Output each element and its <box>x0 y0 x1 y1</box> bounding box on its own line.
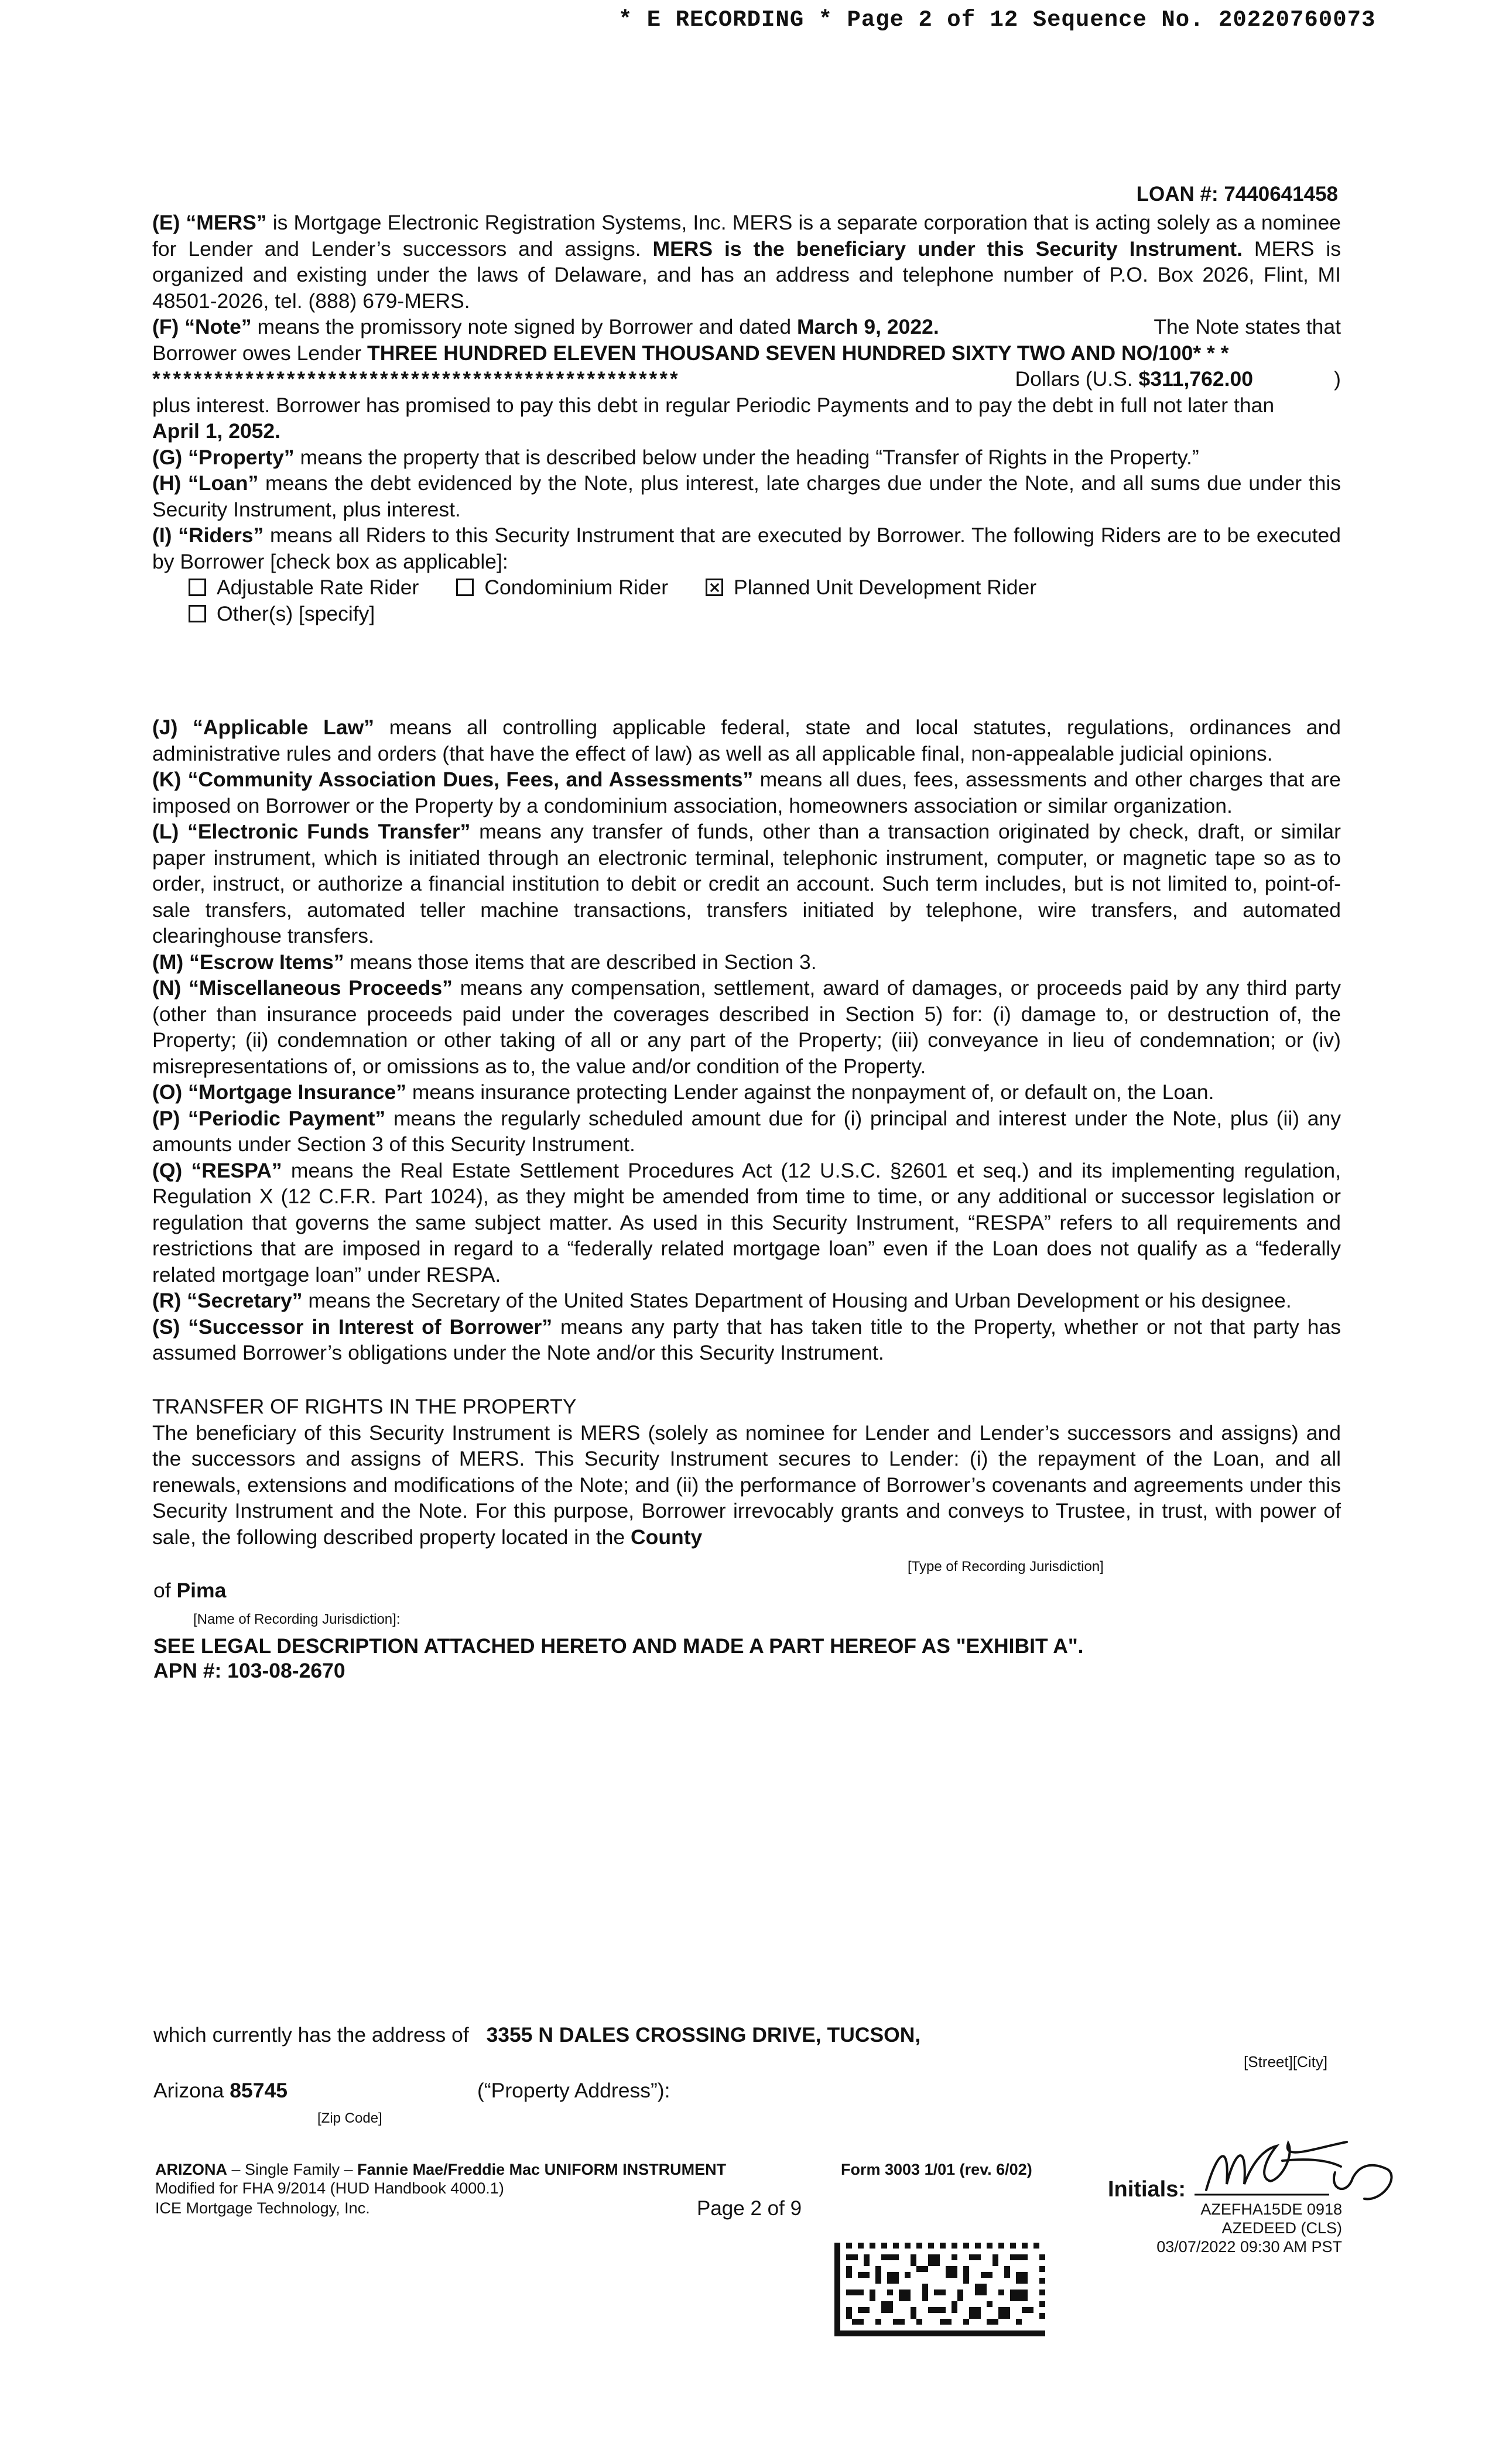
section-f-line4 <box>152 392 1341 419</box>
section-text: means the regularly scheduled amount due for (i) principal and interest under the Note, plus (ii) any amounts under Section 3 of this Security Instrument. <box>152 1106 1341 1156</box>
section-term: “Applicable Law” <box>193 716 374 739</box>
section-letter: (Q) <box>152 1158 183 1182</box>
definitions-part-2 <box>152 714 1341 1366</box>
dollars-text: Dollars (U.S. <box>1015 367 1139 391</box>
transfer-heading: TRANSFER OF RIGHTS IN THE PROPERTY <box>152 1395 577 1418</box>
section-r <box>152 1288 1341 1314</box>
section-letter: (F) <box>152 315 179 338</box>
section-text: means the debt evidenced by the Note, plus interest, late charges due under the Note, and all sums due under this Security Instrument, plus interest. <box>152 471 1341 521</box>
state: Arizona <box>153 2079 230 2102</box>
section-text: means the property that is described below under the heading “Transfer of Rights in the Property.” <box>294 445 1199 469</box>
closing-paren: ) <box>1334 367 1341 391</box>
section-l <box>152 819 1341 949</box>
footer-form-code-1: AZEFHA15DE 0918 <box>1200 2201 1342 2218</box>
zip-code: 85745 <box>230 2079 288 2102</box>
section-term: “Loan” <box>188 471 259 495</box>
planned-unit-development-rider-label: Planned Unit Development Rider <box>734 576 1037 599</box>
section-letter: (N) <box>152 976 182 1000</box>
property-address-label: (“Property Address”): <box>477 2079 670 2102</box>
type-of-jurisdiction-caption: [Type of Recording Jurisdiction] <box>908 1559 1104 1575</box>
section-o <box>152 1079 1341 1106</box>
section-term: “Successor in Interest of Borrower” <box>188 1315 553 1339</box>
section-f-line5 <box>152 418 1341 444</box>
footer-timestamp: 03/07/2022 09:30 AM PST <box>1156 2238 1342 2256</box>
zip-code-caption: [Zip Code] <box>317 2110 382 2126</box>
loan-number: 7440641458 <box>1224 183 1338 206</box>
section-text: means all controlling applicable federal, state and local statutes, regulations, ordinances and administrative rules and orders (that have the effect of law) as well as all applicable final, non-appealable judicial opinions. <box>152 716 1341 765</box>
definitions-part-1 <box>152 210 1341 627</box>
section-term: “Riders” <box>178 523 264 547</box>
footer-instrument-bold: Fannie Mae/Freddie Mac UNIFORM INSTRUMENT <box>357 2161 727 2178</box>
initials-label: Initials: <box>1108 2177 1186 2202</box>
section-text: means the Secretary of the United States Department of Housing and Urban Development or his designee. <box>302 1289 1292 1312</box>
section-term: “Escrow Items” <box>189 950 344 974</box>
footer-state: ARIZONA <box>155 2161 227 2178</box>
section-letter: (E) <box>152 211 180 234</box>
section-letter: (R) <box>152 1289 182 1312</box>
section-m <box>152 949 1341 976</box>
section-k <box>152 766 1341 819</box>
section-text: means those items that are described in Section 3. <box>344 950 817 974</box>
other-rider-checkbox[interactable] <box>189 605 206 622</box>
section-letter: (K) <box>152 768 182 791</box>
section-f-line2 <box>152 340 1341 367</box>
riders-row-1 <box>189 574 1341 601</box>
loan-label: LOAN #: <box>1136 183 1219 206</box>
section-s <box>152 1314 1341 1366</box>
section-text: MERS is organized and existing under the laws of Delaware, and has an address and telephone number of P.O. Box 2026, Flint, MI 48501-2026, tel. (888) 679-MERS. <box>152 237 1341 313</box>
street-city: 3355 N DALES CROSSING DRIVE, TUCSON, <box>486 2023 921 2047</box>
footer-instrument-text: – Single Family – <box>227 2161 358 2178</box>
transfer-paragraph <box>152 1420 1341 1551</box>
loan-number-line <box>1137 183 1338 206</box>
state-zip-line <box>153 2079 288 2103</box>
condominium-rider-label: Condominium Rider <box>484 576 669 599</box>
section-h <box>152 470 1341 522</box>
section-text: means insurance protecting Lender against the nonpayment of, or default on, the Loan. <box>406 1080 1214 1104</box>
jurisdiction-type: County <box>631 1525 703 1549</box>
address-line <box>153 2023 920 2047</box>
loan-amount: $311,762.00 <box>1138 367 1253 391</box>
footer-company: ICE Mortgage Technology, Inc. <box>155 2199 370 2217</box>
section-g <box>152 444 1341 471</box>
section-term: “Community Association Dues, Fees, and Assessments” <box>187 768 754 791</box>
filler-stars: * * * * * * * * * * * * * * * * * * * * * * * * * * * * * * * * * * * * * * * * * * * * * * * * * * * <box>152 367 676 391</box>
section-term: “Electronic Funds Transfer” <box>187 820 471 843</box>
section-p <box>152 1106 1341 1158</box>
jurisdiction-line <box>153 1579 226 1603</box>
section-letter: (L) <box>152 820 179 843</box>
transfer-text: The beneficiary of this Security Instrument is MERS (solely as nominee for Lender and Lender’s successors and assigns) and the successors and assigns of MERS. This Security Instrument secures to Lender: (i) the repayment of the Loan, and all renewals, extensions and modifications of the Note; and (ii) the performance of Borrower’s covenants and agreements under this Security Instrument and the Note. For this purpose, Borrower irrevocably grants and conveys to Trustee, in trust, with power of sale, the following described property located in the <box>152 1421 1341 1549</box>
condominium-rider-checkbox[interactable] <box>456 579 474 596</box>
apn-number: APN #: 103-08-2670 <box>153 1659 345 1682</box>
footer-form-code-2: AZEDEED (CLS) <box>1221 2219 1342 2237</box>
barcode <box>834 2243 1045 2336</box>
transfer-of-rights <box>152 1394 1341 1550</box>
section-text: means the Real Estate Settlement Procedures Act (12 U.S.C. §2601 et seq.) and its implementing regulation, Regulation X (12 C.F.R. Part 1024), as they might be amended from time to time, or any additional or successor legislation or regulation that governs the same subject matter. As used in this Security Instrument, “RESPA” refers to all requirements and restrictions that are imposed in regard to a “federally related mortgage loan” even if the Loan does not qualify as a “federally related mortgage loan” under RESPA. <box>152 1158 1341 1286</box>
section-term: “Note” <box>184 315 252 338</box>
footer-form-number: Form 3003 1/01 (rev. 6/02) <box>841 2161 1032 2178</box>
section-j <box>152 714 1341 766</box>
of-text: of <box>153 1579 177 1602</box>
amount-in-words: THREE HUNDRED ELEVEN THOUSAND SEVEN HUNDRED SIXTY TWO AND NO/100* * * <box>367 341 1229 365</box>
section-letter: (P) <box>152 1106 180 1130</box>
section-term: “MERS” <box>186 211 267 234</box>
note-states-text: The Note states that <box>1154 315 1341 338</box>
planned-unit-development-rider-checkbox[interactable] <box>706 579 723 596</box>
section-term: “RESPA” <box>191 1158 282 1182</box>
section-term: “Periodic Payment” <box>188 1106 386 1130</box>
street-city-caption: [Street][City] <box>1244 2053 1328 2071</box>
section-text: means all Riders to this Security Instrument that are executed by Borrower. The following Riders are to be executed by Borrower [check box as applicable]: <box>152 523 1341 573</box>
section-term: “Property” <box>188 445 295 469</box>
section-letter: (J) <box>152 716 178 739</box>
section-n <box>152 975 1341 1079</box>
section-text: plus interest. Borrower has promised to pay this debt in regular Periodic Payments and to pay the debt in full not later than <box>152 393 1275 417</box>
section-letter: (S) <box>152 1315 180 1339</box>
adjustable-rate-rider-checkbox[interactable] <box>189 579 206 596</box>
legal-description-text: SEE LEGAL DESCRIPTION ATTACHED HERETO AND MADE A PART HEREOF AS "EXHIBIT A". <box>153 1634 1084 1658</box>
section-text: means any transfer of funds, other than a transaction originated by check, draft, or similar paper instrument, which is initiated through an electronic terminal, telephonic instrument, computer, or magnetic tape so as to order, instruct, or authorize a financial institution to debit or credit an account. Such term includes, but is not limited to, point-of-sale transfers, automated teller machine transactions, transfers initiated by telephone, wire transfers, and automated clearinghouse transfers. <box>152 820 1341 947</box>
section-e <box>152 210 1341 314</box>
section-letter: (M) <box>152 950 184 974</box>
section-letter: (O) <box>152 1080 183 1104</box>
other-rider-label: Other(s) [specify] <box>217 601 375 625</box>
legal-description <box>153 1634 1084 1683</box>
section-term: “Mortgage Insurance” <box>188 1080 406 1104</box>
section-text: means the promissory note signed by Borrower and dated <box>251 315 797 338</box>
section-term: “Miscellaneous Proceeds” <box>189 976 453 1000</box>
section-text: means any party that has taken title to the Property, whether or not that party has assumed Borrower’s obligations under the Note and/or this Security Instrument. <box>152 1315 1341 1364</box>
jurisdiction-name: Pima <box>176 1579 227 1602</box>
section-term: “Secretary” <box>187 1289 303 1312</box>
note-date: March 9, 2022. <box>797 315 939 338</box>
riders-row-2 <box>189 601 1341 627</box>
owes-text: Borrower owes Lender <box>152 341 368 365</box>
mers-beneficiary-statement: MERS is the beneficiary under this Security Instrument. <box>652 237 1243 261</box>
section-i <box>152 522 1341 574</box>
maturity-date: April 1, 2052. <box>152 419 281 443</box>
recording-header: * E RECORDING * Page 2 of 12 Sequence No. 20220760073 <box>618 7 1376 33</box>
section-letter: (G) <box>152 445 183 469</box>
section-text: means any compensation, settlement, award of damages, or proceeds paid by any third party (other than insurance proceeds paid under the coverages described in Section 5) for: (i) damage to, or destruction of, the Property; (ii) condemnation or other taking of all or any part of the Property; (iii) conveyance in lieu of condemnation; or (iv) misrepresentations of, or omissions as to, the value and/or condition of the Property. <box>152 976 1341 1078</box>
section-f-line1 <box>152 314 1341 340</box>
adjustable-rate-rider-label: Adjustable Rate Rider <box>217 576 419 599</box>
section-q <box>152 1158 1341 1288</box>
section-text: is Mortgage Electronic Registration Systems, Inc. MERS is a separate corporation that is acting solely as a nominee for Lender and Lender’s successors and assigns. <box>152 211 1341 261</box>
footer-page-number: Page 2 of 9 <box>697 2197 802 2220</box>
section-f-line3 <box>152 366 1341 392</box>
address-prefix: which currently has the address of <box>153 2023 475 2047</box>
section-letter: (I) <box>152 523 172 547</box>
footer-modified: Modified for FHA 9/2014 (HUD Handbook 4000.1) <box>155 2179 504 2197</box>
section-text: means all dues, fees, assessments and other charges that are imposed on Borrower or the Property by a condominium association, homeowners association or similar organization. <box>152 768 1341 817</box>
section-letter: (H) <box>152 471 182 495</box>
footer-instrument-line <box>155 2161 726 2179</box>
name-of-jurisdiction-caption: [Name of Recording Jurisdiction]: <box>193 1611 401 1627</box>
